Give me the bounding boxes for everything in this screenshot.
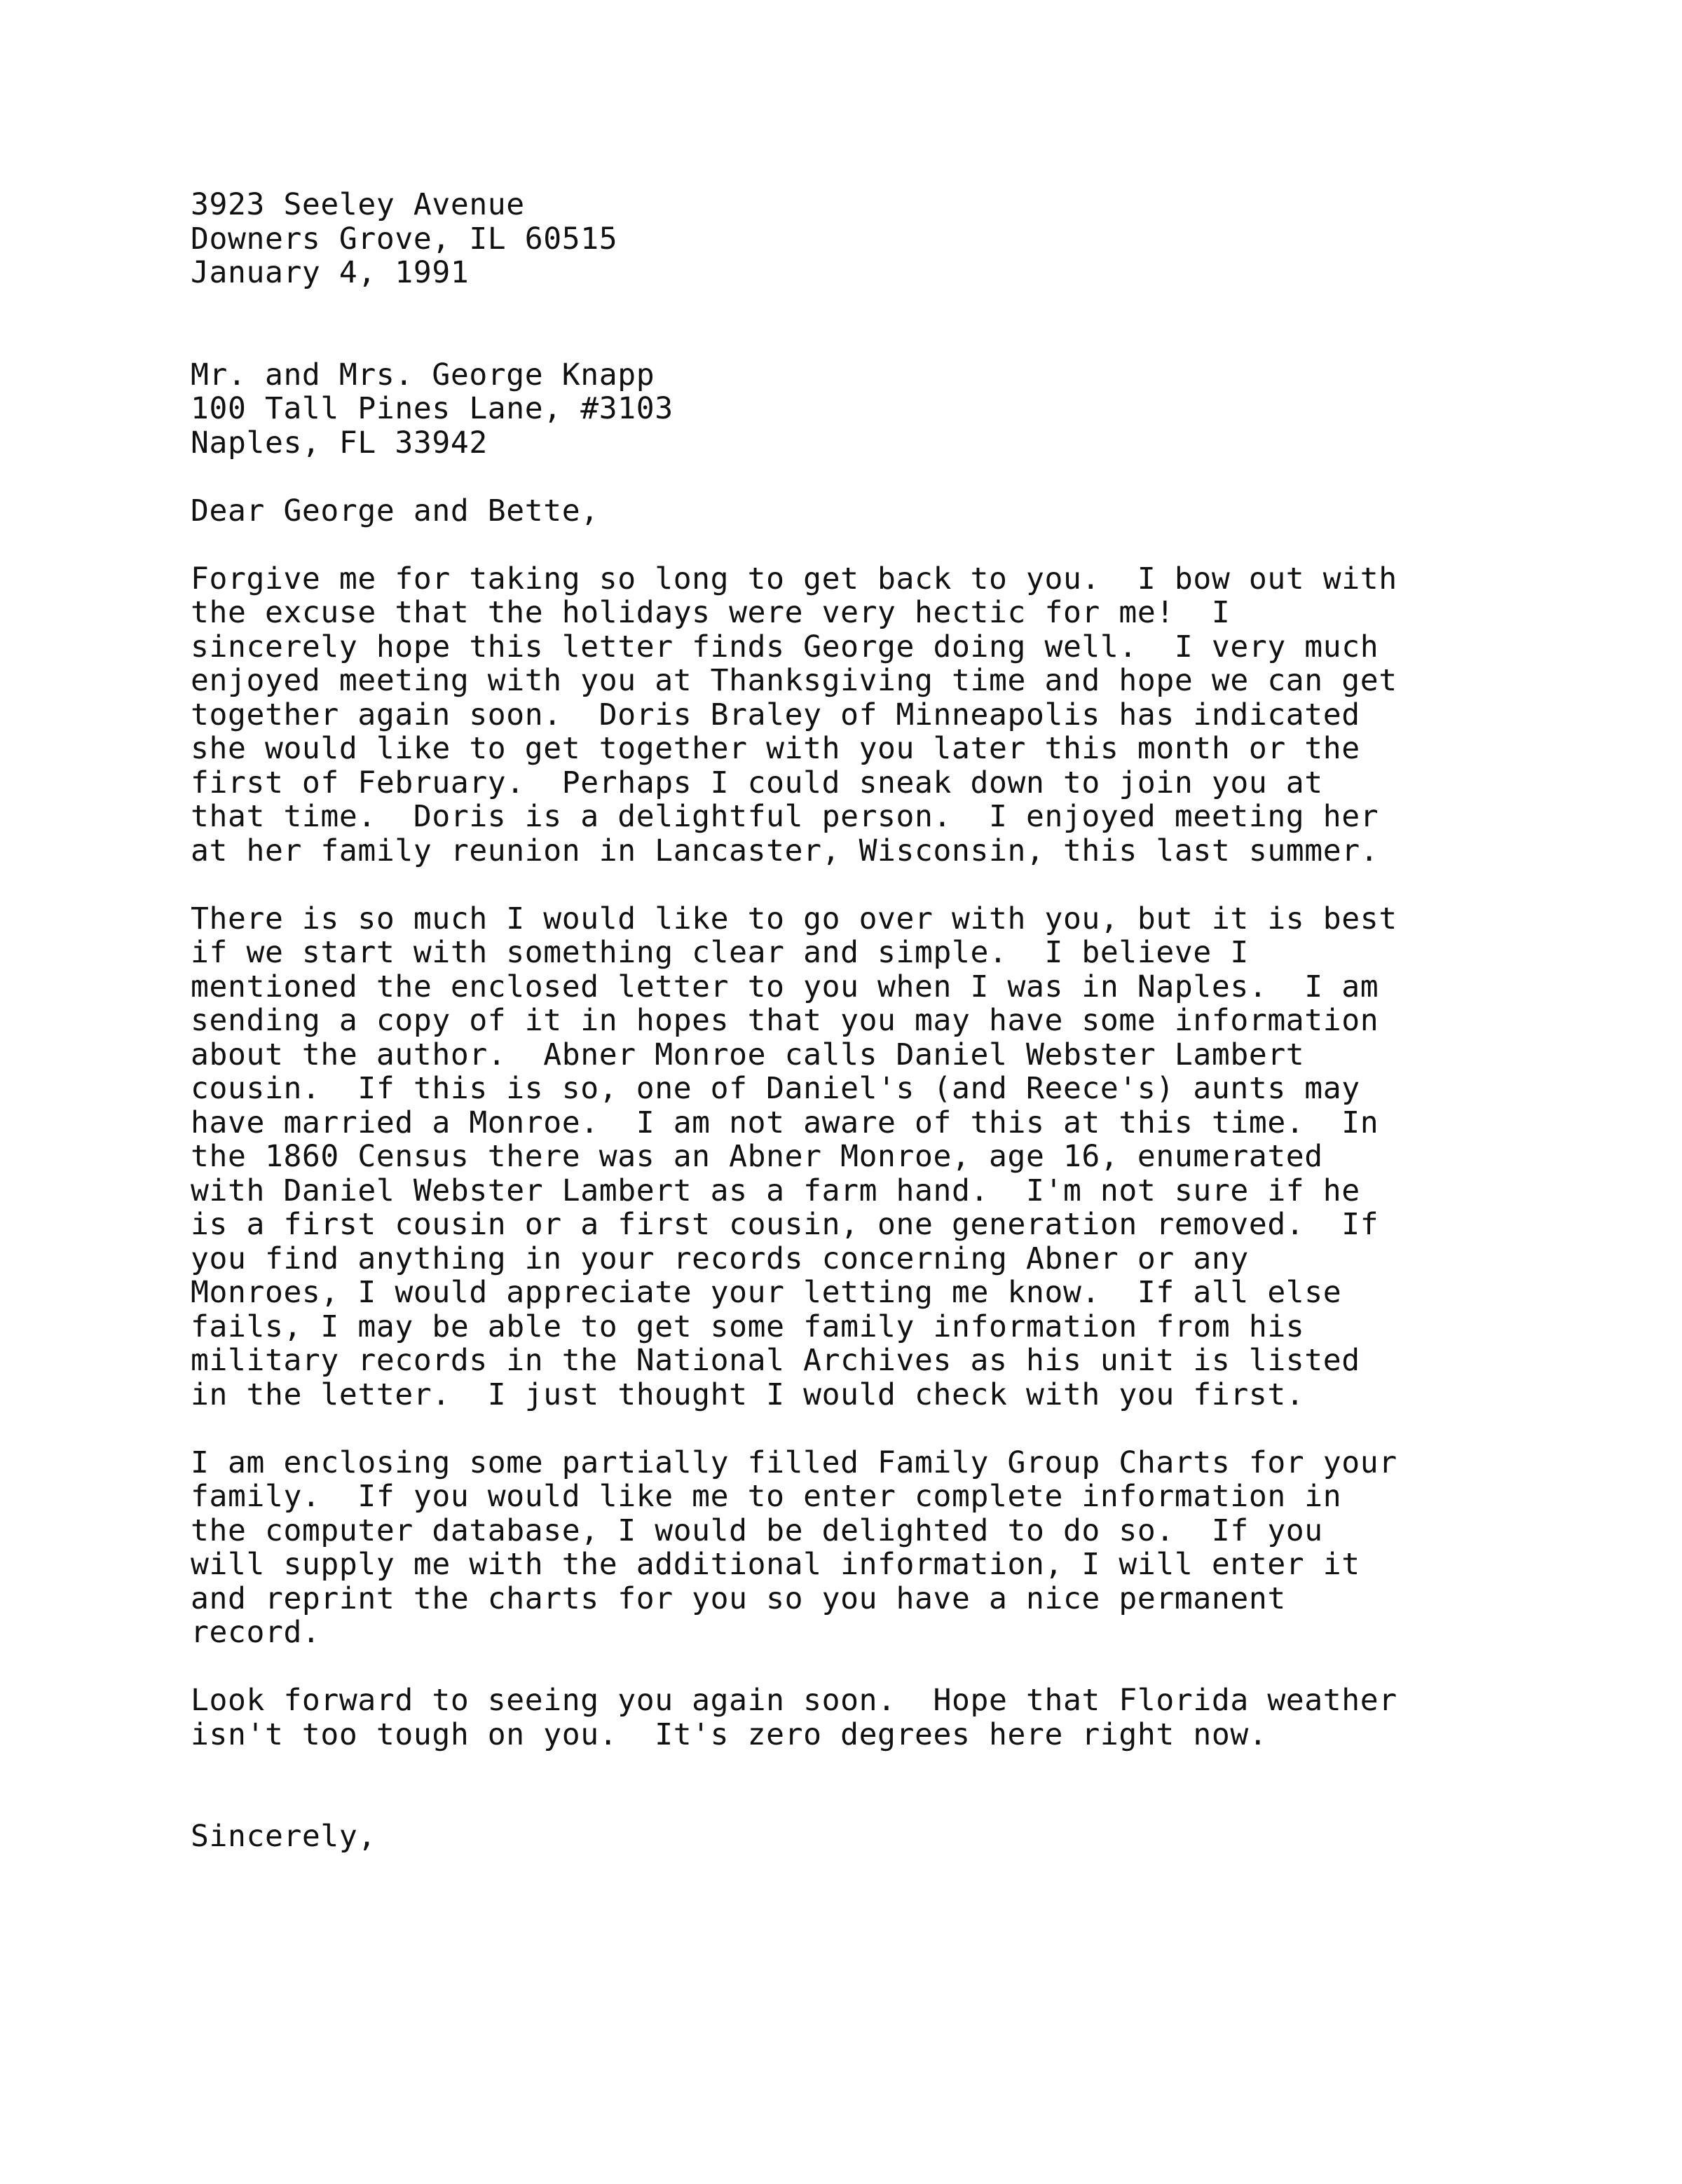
sender-street: 3923 Seeley Avenue xyxy=(191,187,525,222)
paragraph-line: isn't too tough on you. It's zero degrees here right now. xyxy=(191,1717,1268,1752)
paragraph-line: at her family reunion in Lancaster, Wisconsin, this last summer. xyxy=(191,833,1379,868)
paragraph-line: Forgive me for taking so long to get back to you. I bow out with xyxy=(191,561,1397,596)
paragraph-line: record. xyxy=(191,1615,321,1650)
paragraph-line: the computer database, I would be delighted to do so. If you xyxy=(191,1513,1323,1548)
paragraph-line: first of February. Perhaps I could sneak down to join you at xyxy=(191,765,1323,800)
sender-address xyxy=(191,188,1578,290)
paragraph-line: is a first cousin or a first cousin, one generation removed. If xyxy=(191,1207,1379,1242)
paragraph-line: sending a copy of it in hopes that you may have some information xyxy=(191,1003,1379,1038)
paragraph-1 xyxy=(191,562,1578,868)
paragraph-3 xyxy=(191,1446,1578,1650)
paragraph-line: will supply me with the additional information, I will enter it xyxy=(191,1547,1360,1582)
paragraph-line: sincerely hope this letter finds George doing well. I very much xyxy=(191,629,1379,664)
paragraph-line: if we start with something clear and simple. I believe I xyxy=(191,935,1249,970)
paragraph-2 xyxy=(191,902,1578,1412)
closing: Sincerely, xyxy=(191,1819,376,1854)
paragraph-line: the 1860 Census there was an Abner Monroe, age 16, enumerated xyxy=(191,1139,1323,1174)
paragraph-line: Monroes, I would appreciate your letting me know. If all else xyxy=(191,1275,1342,1310)
paragraph-4 xyxy=(191,1684,1578,1752)
paragraph-line: together again soon. Doris Braley of Minneapolis has indicated xyxy=(191,697,1360,732)
paragraph-line: There is so much I would like to go over with you, but it is best xyxy=(191,901,1397,936)
paragraph-line: about the author. Abner Monroe calls Daniel Webster Lambert xyxy=(191,1037,1305,1072)
paragraph-line: fails, I may be able to get some family information from his xyxy=(191,1309,1305,1344)
paragraph-line: family. If you would like me to enter complete information in xyxy=(191,1479,1342,1514)
paragraph-line: you find anything in your records concerning Abner or any xyxy=(191,1241,1249,1276)
paragraph-line: have married a Monroe. I am not aware of this at this time. In xyxy=(191,1105,1379,1140)
paragraph-line: with Daniel Webster Lambert as a farm hand. I'm not sure if he xyxy=(191,1173,1360,1208)
recipient-name: Mr. and Mrs. George Knapp xyxy=(191,357,655,393)
sender-city-state-zip: Downers Grove, IL 60515 xyxy=(191,221,618,257)
paragraph-line: I am enclosing some partially filled Family Group Charts for your xyxy=(191,1445,1397,1480)
paragraph-line: cousin. If this is so, one of Daniel's (and Reece's) aunts may xyxy=(191,1071,1360,1106)
paragraph-line: Look forward to seeing you again soon. Hope that Florida weather xyxy=(191,1683,1397,1718)
paragraph-line: that time. Doris is a delightful person. I enjoyed meeting her xyxy=(191,799,1379,834)
letter-body xyxy=(191,188,1578,1854)
paragraph-line: mentioned the enclosed letter to you when I was in Naples. I am xyxy=(191,969,1379,1004)
recipient-address xyxy=(191,358,1578,460)
recipient-city-state-zip: Naples, FL 33942 xyxy=(191,425,488,460)
paragraph-line: enjoyed meeting with you at Thanksgiving time and hope we can get xyxy=(191,663,1397,698)
salutation: Dear George and Bette, xyxy=(191,493,599,528)
paragraph-line: military records in the National Archives as his unit is listed xyxy=(191,1343,1360,1378)
paragraph-line: she would like to get together with you later this month or the xyxy=(191,731,1360,766)
letter-date: January 4, 1991 xyxy=(191,255,470,290)
paragraph-line: in the letter. I just thought I would check with you first. xyxy=(191,1377,1305,1412)
paragraph-line: and reprint the charts for you so you have a nice permanent xyxy=(191,1581,1286,1616)
paragraph-line: the excuse that the holidays were very hectic for me! I xyxy=(191,595,1231,630)
recipient-street: 100 Tall Pines Lane, #3103 xyxy=(191,391,674,426)
